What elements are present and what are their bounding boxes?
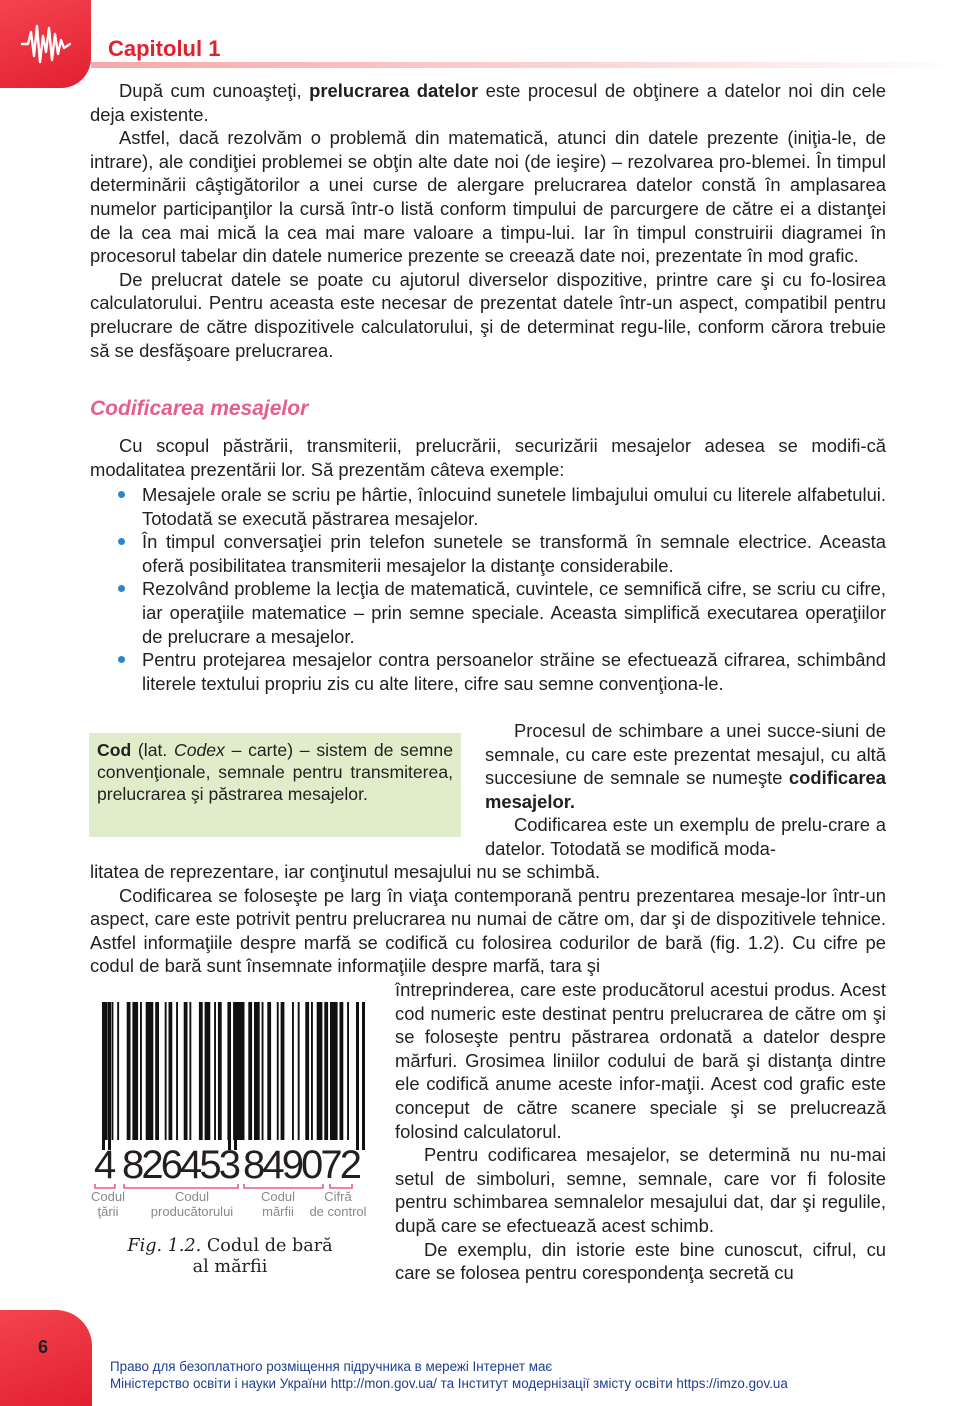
bold-term: prelucrarea datelor [309, 80, 479, 101]
barcode-guard-bar [108, 1002, 111, 1150]
paragraph-coding-usage: Codificarea se foloseşte pe larg în viaţa contemporană pentru prezentarea mesaje-lor într-un aspect, care este potrivit pentru prelucrarea nu numai de către om, dar şi de dispozitivele tehnice. Astfel informaţiile despre marfă se codifică cu folosirea codurilor de bară (fig. 1.2). Cu cifre pe codul de bară sunt însemnate informaţiile despre marfă, tara şi [90, 884, 886, 977]
barcode-guard-bar [362, 1002, 365, 1150]
paragraph-cipher: De exemplu, din istorie este bine cunoscut, cifrul, cu care se folosea pentru corespondenţa secretă cu [395, 1238, 886, 1284]
bullet-icon [118, 538, 125, 545]
bullet-icon [118, 585, 125, 592]
bullet-icon [118, 656, 125, 663]
full-width-text [90, 860, 886, 978]
barcode-image [88, 998, 378, 1224]
barcode-bar [237, 1002, 245, 1140]
list-item: Pentru protejarea mesajelor contra persoanelor străine se efectuează cifrarea, schimbând literele textului propriu zis cu alte litere, cifre sau semne convenţiona-le. [90, 648, 886, 695]
barcode-bar [305, 1002, 309, 1140]
list-item: În timpul conversaţiei prin telefon sunetele se transformă în semnale electrice. Aceasta oferă posibilitatea transmiterii mesajelor la distanţe considerabile. [90, 530, 886, 577]
footer-notice [110, 1358, 788, 1392]
barcode-bar [155, 1002, 159, 1140]
barcode-bar [184, 1002, 188, 1140]
barcode-bar [214, 1002, 216, 1140]
barcode-guard-bar [356, 1002, 359, 1150]
barcode-bar [254, 1002, 260, 1140]
paragraph-1: După cum cunoaşteţi, prelucrarea datelor este procesul de obţinere a datelor noi din cele deja existente. [90, 80, 886, 125]
definition-latin: Codex [174, 740, 225, 760]
page-number: 6 [38, 1337, 49, 1357]
definition-box: Cod (lat. Codex – carte) – sistem de semne convenţionale, semnale pentru transmiterea, prelucrarea şi păstrarea mesajelor. [89, 733, 461, 837]
label-check-1: Cifră [324, 1189, 352, 1204]
label-producer-1: Codul [175, 1189, 209, 1204]
barcode-bar [146, 1002, 154, 1140]
barcode-bar [324, 1002, 328, 1140]
barcode-bar [199, 1002, 203, 1140]
right-column-barcode [395, 978, 886, 1285]
barcode-bar [218, 1002, 222, 1140]
barcode-bar [205, 1002, 211, 1140]
footer-line-2: Міністерство освіти і науки України http://mon.gov.ua/ та Інститут модернізації змісту освіти https://imzo.gov.ua [110, 1376, 788, 1391]
barcode-figure [88, 998, 378, 1224]
label-country-1: Codul [91, 1189, 125, 1204]
chapter-tab [0, 0, 91, 88]
barcode-bar [112, 1002, 114, 1140]
footer-line-1: Право для безоплатного розміщення підручника в мережі Інтернет має [110, 1359, 553, 1374]
barcode-bar [311, 1002, 313, 1140]
paragraph-coding-rules: Pentru codificarea mesajelor, se determină nu nu-mai setul de simboluri, semne, semnale, care vor fi folosite pentru schimbarea semnalelor mesajului dat, dar şi regulile, după care se efectuează acest schimb. [395, 1144, 886, 1236]
bullet-icon [118, 491, 125, 498]
paragraph-continuation: litatea de reprezentare, iar conţinutul mesajului nu se schimbă. [90, 861, 601, 882]
paragraph-coding-example: Codificarea este un exemplu de prelu-crare a datelor. Totodată se modifică moda- [485, 814, 886, 859]
barcode-bar [281, 1002, 285, 1140]
chapter-title: Capitolul 1 [108, 36, 221, 61]
label-goods-2: mărfii [262, 1204, 294, 1219]
examples-list [90, 483, 886, 695]
barcode-bar [277, 1002, 279, 1140]
barcode-bar [117, 1002, 119, 1140]
barcode-bar [267, 1002, 271, 1140]
barcode-guard-bar [234, 1002, 237, 1150]
barcode-guard-bar [228, 1002, 231, 1150]
barcode-bar [132, 1002, 138, 1140]
barcode-bar [169, 1002, 173, 1140]
barcode-bar [127, 1002, 131, 1140]
intro-text [90, 79, 886, 362]
section-intro-text: Cu scopul păstrării, transmiterii, prelucrării, securizării mesajelor adesea se modifi-că modalitatea prezentării lor. Să prezentăm câteva exemple: [90, 435, 886, 480]
barcode-bar [330, 1002, 338, 1140]
barcode-bar [347, 1002, 349, 1140]
paragraph-3: De prelucrat datele se poate cu ajutorul diverselor dispozitive, printre care şi cu fo-losirea calculatorului. Pentru aceasta este necesar de prezentat datele într-un aspect, compatibil pentru prelucrare de către dispozitivele calculatorului, şi de determinat regu-lile, conform cărora trebuie să se desfăşoare prelucrarea. [90, 268, 886, 361]
section-heading: Codificarea mesajelor [90, 397, 309, 420]
barcode-digits-goods: 849072 [243, 1143, 361, 1187]
barcode-bar [176, 1002, 178, 1140]
label-goods-1: Codul [261, 1189, 295, 1204]
paragraph-coding-definition: Procesul de schimbare a unei succe-siuni de semnale, cu care este prezentat mesajul, cu altă succesiune de semnale se numeşte codificarea mesajelor. [485, 720, 886, 812]
paragraph-barcode: întreprinderea, care este producătorul acestui produs. Acest cod numeric este destinat pentru prelucrarea de către om şi se foloseşte pentru păstrarea ordonată a datelor despre mărfuri. Grosimea liniilor codului de bară şi distanţa dintre ele codifică anume aceste infor-maţii. Acest cod grafic este conceput de către scanere speciale şi se prelucrează folosind calculatorul. [395, 979, 886, 1142]
barcode-bar [248, 1002, 252, 1140]
barcode-digit-country: 4 [94, 1143, 117, 1187]
barcode-bar [298, 1002, 300, 1140]
paragraph-2: Astfel, dacă rezolvăm o problemă din matematică, atunci din datele prezente (iniţia-le, de intrare), ale condiţiei problemei se obţin alte date noi (de ieşire) – rezolvarea pro-blemei. În timpul determinării câştigătorilor a unei curse de alergare prelucrarea datelor constă în amplasarea numelor participanţilor la cursă într-o listă conform timpului de parcurgere de către ei a distanţei de la cea mai mică la cea mai mare valoare a timpu-lui. Iar în timpul construirii diagramei în procesorul tabelar din datele numerice prezente se creează date noi, prezentate în mod grafic. [90, 127, 886, 267]
barcode-bar [292, 1002, 294, 1140]
figure-number: Fig. 1.2. [127, 1236, 202, 1256]
barcode-bar [340, 1002, 344, 1140]
label-producer-2: producătorului [150, 1204, 234, 1219]
barcode-bar [189, 1002, 191, 1140]
list-item: Rezolvând probleme la lecţia de matematică, cuvintele, ce semnifică cifre, se scriu cu cifre, iar operaţiile matematice – prin semne speciale. Aceasta simplifică executarea operaţiilor de prelucrare a mesajelor. [90, 577, 886, 648]
header-rule [91, 62, 963, 68]
list-item: Mesajele orale se scriu pe hârtie, înlocuind sunetele limbajului omului cu literele alfabetului. Totodată se execută păstrarea mesajelor. [90, 483, 886, 530]
barcode-guard-bar [102, 1002, 105, 1150]
sound-wave-icon [20, 18, 72, 70]
barcode-bar [165, 1002, 167, 1140]
figure-caption: Fig. 1.2. Codul de bară al mărfii [127, 1236, 333, 1277]
barcode-bar [262, 1002, 264, 1140]
bold-term: codificarea mesajelor. [485, 767, 886, 812]
page-number-tab [0, 1310, 92, 1406]
label-country-2: ţării [97, 1204, 119, 1219]
barcode-digits-producer: 826453 [122, 1143, 240, 1187]
section-intro [90, 434, 886, 481]
label-check-2: de control [309, 1204, 367, 1219]
definition-term: Cod [97, 740, 132, 760]
barcode-bar [317, 1002, 323, 1140]
right-column-definition [485, 719, 886, 861]
barcode-bar [140, 1002, 142, 1140]
